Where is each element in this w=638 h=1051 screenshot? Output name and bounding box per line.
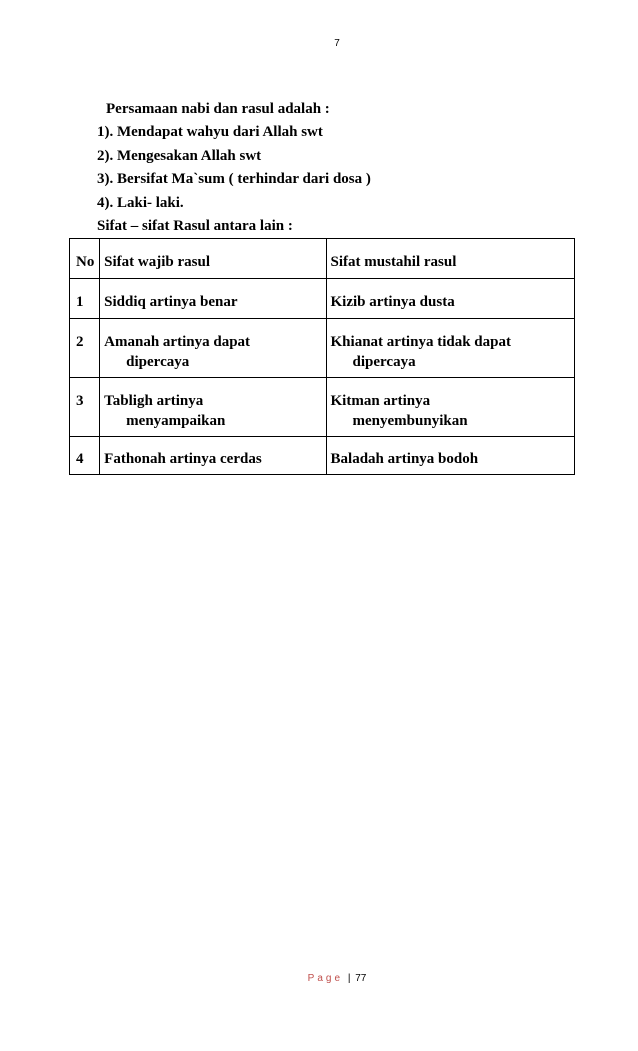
cell-sifat-mustahil xyxy=(326,319,574,378)
intro-text xyxy=(97,98,567,238)
cell-line: Kizib artinya dusta xyxy=(330,294,455,310)
footer-page-label: Page xyxy=(307,973,344,984)
cell-sifat-wajib xyxy=(100,279,326,319)
cell-line: Tabligh artinya xyxy=(104,393,204,409)
intro-line-3: 3). Bersifat Ma`sum ( terhindar dari dosa ) xyxy=(97,171,371,188)
table-row xyxy=(70,378,575,437)
intro-line-table-caption: Sifat – sifat Rasul antara lain : xyxy=(97,218,293,235)
cell-line-continued: menyembunyikan xyxy=(352,413,468,429)
cell-line: Siddiq artinya benar xyxy=(104,294,238,310)
intro-line-1: 1). Mendapat wahyu dari Allah swt xyxy=(97,124,323,141)
cell-line-continued: dipercaya xyxy=(126,354,190,370)
cell-line: Baladah artinya bodoh xyxy=(330,451,479,467)
row-no: 4 xyxy=(70,437,100,475)
page-number-top: 7 xyxy=(334,38,340,49)
header-no: No xyxy=(70,239,100,279)
cell-sifat-wajib xyxy=(100,319,326,378)
cell-sifat-mustahil xyxy=(326,437,574,475)
header-sifat-wajib: Sifat wajib rasul xyxy=(100,239,326,279)
table-header-row xyxy=(70,239,575,279)
cell-line-continued: dipercaya xyxy=(352,354,416,370)
intro-line-2: 2). Mengesakan Allah swt xyxy=(97,147,262,164)
cell-line: Fathonah artinya cerdas xyxy=(104,451,262,467)
table-row xyxy=(70,279,575,319)
sifat-rasul-table xyxy=(69,238,575,475)
page-footer xyxy=(0,973,638,984)
table-row xyxy=(70,437,575,475)
header-sifat-mustahil: Sifat mustahil rasul xyxy=(326,239,574,279)
cell-sifat-mustahil xyxy=(326,279,574,319)
cell-sifat-mustahil xyxy=(326,378,574,437)
footer-separator: | xyxy=(347,973,351,984)
intro-line-heading: Persamaan nabi dan rasul adalah : xyxy=(106,101,330,117)
cell-line: Khianat artinya tidak dapat xyxy=(330,334,511,350)
row-no: 1 xyxy=(70,279,100,319)
row-no: 2 xyxy=(70,319,100,378)
cell-sifat-wajib xyxy=(100,378,326,437)
intro-line-4: 4). Laki- laki. xyxy=(97,194,184,211)
table-row xyxy=(70,319,575,378)
cell-line: Kitman artinya xyxy=(330,393,431,409)
cell-line: Amanah artinya dapat xyxy=(104,334,251,350)
row-no: 3 xyxy=(70,378,100,437)
footer-page-number: 77 xyxy=(355,973,367,984)
cell-line-continued: menyampaikan xyxy=(126,413,226,429)
cell-sifat-wajib xyxy=(100,437,326,475)
